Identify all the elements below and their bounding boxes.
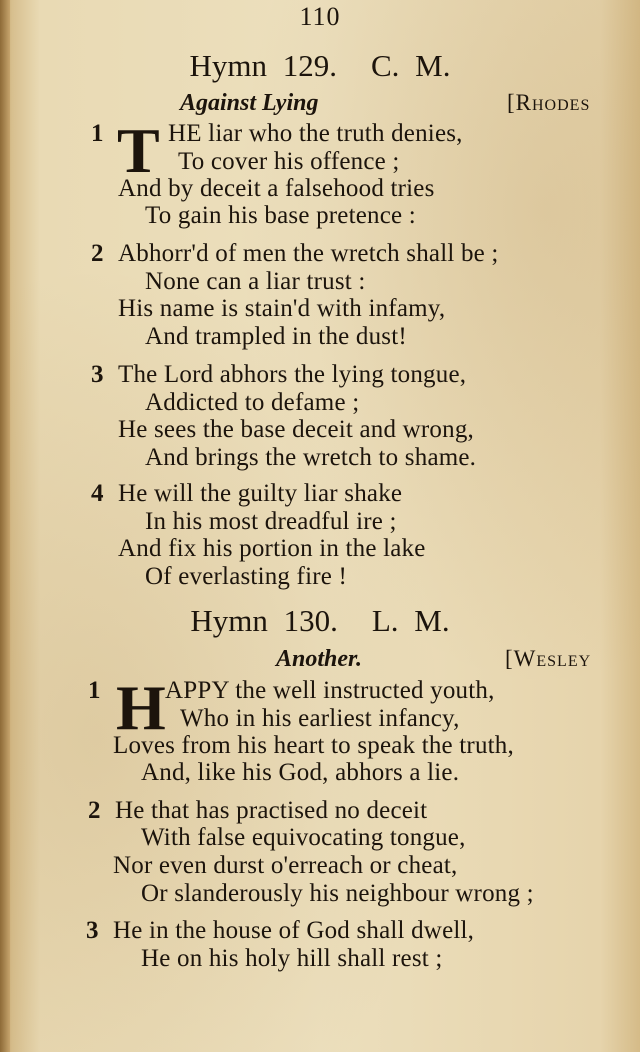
verse-line: HE liar who the truth denies, [168, 120, 463, 147]
verse-line: And by deceit a falsehood tries [118, 175, 435, 202]
drop-cap: H [116, 672, 166, 743]
verse-line: He will the guilty liar shake [118, 480, 403, 507]
verse-line: None can a liar trust : [145, 268, 366, 295]
verse-line: He on his holy hill shall rest ; [141, 945, 443, 972]
verse-number: 2 [88, 797, 101, 824]
hymn-title: Hymn 129. [189, 48, 337, 83]
verse-line: He sees the base deceit and wrong, [118, 416, 474, 443]
verse-line: Or slanderously his neighbour wrong ; [141, 880, 534, 907]
hymn-metre: C. M. [371, 48, 451, 83]
verse-line: And fix his portion in the lake [118, 535, 426, 562]
hymn-author: [Rhodes [507, 90, 591, 115]
verse-number: 1 [91, 120, 104, 147]
drop-cap: T [117, 115, 160, 186]
hymn-title: Hymn 130. [190, 603, 338, 638]
verse-line: In his most dreadful ire ; [145, 508, 397, 535]
verse-number: 3 [91, 361, 104, 388]
hymn-metre: L. M. [371, 603, 450, 638]
verse-line: And, like his God, abhors a lie. [141, 759, 460, 786]
verse-line: Who in his earliest infancy, [180, 705, 460, 732]
page-gutter-shadow [0, 0, 10, 1052]
verse-line: APPY the well instructed youth, [165, 677, 495, 704]
verse-line: To gain his base pretence : [145, 202, 416, 229]
verse-line: Of everlasting fire ! [145, 563, 348, 590]
verse-line: Addicted to defame ; [145, 389, 360, 416]
hymn-129-heading [0, 48, 640, 84]
verse-line: With false equivocating tongue, [141, 824, 466, 851]
verse-line: Nor even durst o'erreach or cheat, [113, 852, 458, 879]
verse-line: Abhorr'd of men the wretch shall be ; [118, 240, 499, 267]
verse-number: 3 [86, 917, 99, 944]
hymn-author: [Wesley [505, 646, 592, 671]
verse-line: And brings the wretch to shame. [145, 444, 477, 471]
hymn-subtitle: Another. [276, 646, 363, 672]
verse-line: To cover his offence ; [178, 148, 400, 175]
verse-number: 1 [88, 677, 101, 704]
hymn-130-heading [0, 603, 640, 639]
verse-line: His name is stain'd with infamy, [118, 295, 446, 322]
verse-number: 2 [91, 240, 104, 267]
hymn-subtitle: Against Lying [180, 90, 319, 116]
verse-line: He in the house of God shall dwell, [113, 917, 475, 944]
verse-line: And trampled in the dust! [145, 323, 407, 350]
verse-number: 4 [91, 480, 104, 507]
verse-line: Loves from his heart to speak the truth, [113, 732, 514, 759]
page-number: 110 [299, 2, 341, 31]
verse-line: The Lord abhors the lying tongue, [118, 361, 467, 388]
verse-line: He that has practised no deceit [115, 797, 428, 824]
